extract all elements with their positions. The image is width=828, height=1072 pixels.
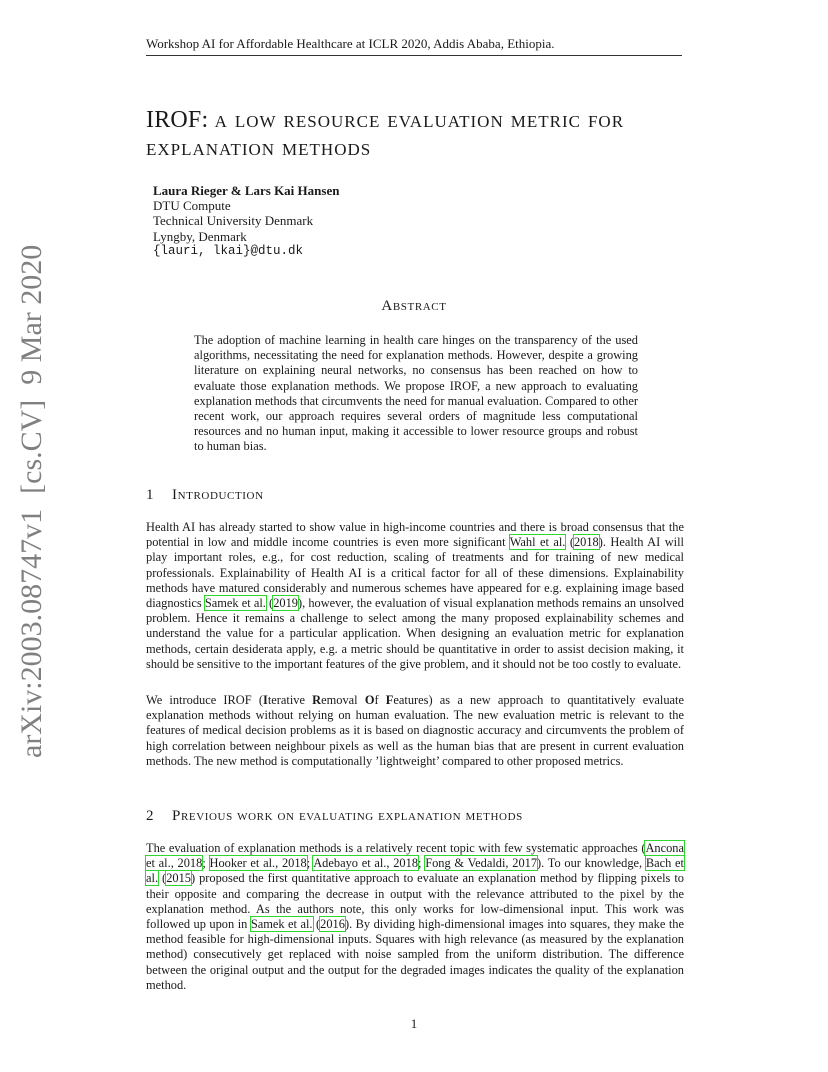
header-rule (146, 55, 682, 56)
text-run: ; (202, 856, 210, 871)
citation-bach-year[interactable] (166, 871, 191, 885)
citation-year: 2019 (273, 596, 298, 611)
citation-author: Wahl et al. (509, 535, 566, 550)
author-dept: DTU Compute (153, 198, 231, 214)
author-university: Technical University Denmark (153, 213, 314, 229)
text-run: ). To our knowledge, (537, 856, 646, 871)
citation-author: Samek et al. (250, 917, 313, 932)
citation-hooker[interactable] (210, 856, 307, 870)
acronym-letter: R (312, 693, 322, 707)
abstract-heading: Abstract (381, 298, 447, 314)
citation-author: Bach et al. (146, 856, 684, 886)
author-email: {lauri, lkai}@dtu.dk (153, 243, 304, 258)
text-run: ). By dividing high-dimensional images into squares, they make the method feasible for high-dimensional inputs. Squares with high relevance (as measured by the explanation method) consecutively get replaced with noise sampled from the uniform distribution. The difference between the original output and the output for the degraded images indicates the quality of the explanation method. (146, 917, 685, 992)
citation-samek-2016[interactable] (251, 917, 313, 931)
citation-wahl-year[interactable] (574, 535, 599, 549)
title-lead: IROF: (146, 107, 215, 133)
citation-fong[interactable] (425, 856, 537, 870)
intro-paragraph-1 (146, 520, 684, 672)
text-run: ( (158, 871, 167, 886)
text-run: f (374, 693, 386, 707)
text-run: ( (565, 535, 574, 550)
section-1-title: Introduction (172, 487, 264, 503)
arxiv-side-identifier: arXiv:2003.08747v1 [cs.CV] 9 Mar 2020 (15, 244, 48, 758)
citation-year: 2015 (166, 871, 191, 886)
acronym-letter: F (385, 693, 394, 707)
author-block (153, 183, 339, 259)
citation-text: Fong & Vedaldi, 2017 (425, 856, 538, 871)
citation-year: 2018 (573, 535, 599, 550)
intro-paragraph-2 (146, 693, 684, 769)
title-line2: explanation methods (146, 135, 372, 161)
citation-wahl[interactable] (510, 535, 566, 549)
text-run: ), however, the evaluation of visual explanation methods remains an unsolved problem. Hence it remains a challenge to select among the many proposed explainability schemes and understand the value for a particular application. When designing an evaluation metric for explanation methods, certain desiderata apply, e.g. a metric should be quantitative in order to assist decision making, it should be sensitive to the important features of the give problem, and it should not be too costly to evaluate. (146, 596, 684, 671)
citation-adebayo[interactable] (313, 856, 418, 870)
text-run: ). Health AI will play important roles, e.g., for cost reduction, scaling of treatments and for training of new medical professionals. Explainability of Health AI is a critical factor for all of these dimensions. Explainability methods have matured considerably and numerous schemes have appeared for e.g. explaining image based diagnostics (146, 535, 684, 611)
citation-samek-2016-year[interactable] (320, 917, 345, 931)
abstract-body: The adoption of machine learning in health care hinges on the transparency of the used algorithms, necessitating the need for explanation methods. However, despite a growing literature on explaining neural networks, no consensus has been reached on how to evaluate those explanation methods. We propose IROF, a new approach to evaluating explanation methods that circumvents the need for manual evaluation. Compared to other recent work, our approach requires several orders of magnitude less computational resources and no human input, making it accessible to lower resource groups and robust to human bias. (194, 333, 638, 454)
section-2-title: Previous work on evaluating explanation methods (172, 808, 523, 824)
running-header: Workshop AI for Affordable Healthcare at ICLR 2020, Addis Ababa, Ethiopia. (146, 36, 555, 51)
text-run: ) proposed the first quantitative approach to evaluate an explanation method by flipping pixels to their opposite and comparing the decrease in output with the relevance attributed to the pixel by the explanation method. As the authors note, this only works for low-dimensional input. This work was followed up upon in (146, 871, 684, 932)
citation-text: Ancona et al., 2018 (146, 841, 684, 871)
acronym-letter: O (364, 693, 375, 707)
author-location: Lyngby, Denmark (153, 228, 247, 244)
text-run: eatures) as a new approach to quantitatively evaluate explanation methods without relying on human evaluation. The new evaluation metric is relevant to the features of medical decision problems as it is based on diagnostic accuracy and circumvents the problem of high correlation between neighbour pixels as well as the human bias that are present in current evaluation methods. The new method is computationally ’lightweight’ compared to other proposed metrics. (146, 693, 684, 768)
section-2-heading (146, 808, 523, 825)
text-run: ; (418, 856, 426, 871)
text-run: terative (267, 693, 313, 707)
section-1-heading (146, 487, 264, 504)
author-names: Laura Rieger & Lars Kai Hansen (153, 183, 340, 198)
citation-author: Samek et al. (204, 596, 266, 611)
text-run: ; (306, 856, 314, 871)
page-number: 1 (410, 1016, 418, 1031)
section-1-number: 1 (146, 487, 155, 503)
acronym-letter: I (262, 693, 268, 707)
text-run: We introduce IROF ( (146, 693, 263, 707)
previous-work-paragraph (146, 841, 684, 993)
citation-text: Adebayo et al., 2018 (313, 856, 419, 871)
text-run: The evaluation of explanation methods is a relatively recent topic with few systematic approaches ( (146, 841, 646, 855)
citation-samek-2019[interactable] (205, 596, 266, 610)
section-2-number: 2 (146, 808, 155, 824)
paper-title (146, 106, 686, 162)
text-run: emoval (321, 693, 365, 707)
title-line1: a low resource evaluation metric for (214, 107, 625, 133)
text-run: ( (265, 596, 274, 611)
citation-text: Hooker et al., 2018 (209, 856, 307, 871)
citation-year: 2016 (320, 917, 345, 932)
text-run: ( (312, 917, 321, 932)
text-run: Health AI has already started to show value in high-income countries and there is broad consensus that the potential in low and middle income countries is even more significant (146, 520, 684, 550)
citation-samek-2019-year[interactable] (273, 596, 298, 610)
